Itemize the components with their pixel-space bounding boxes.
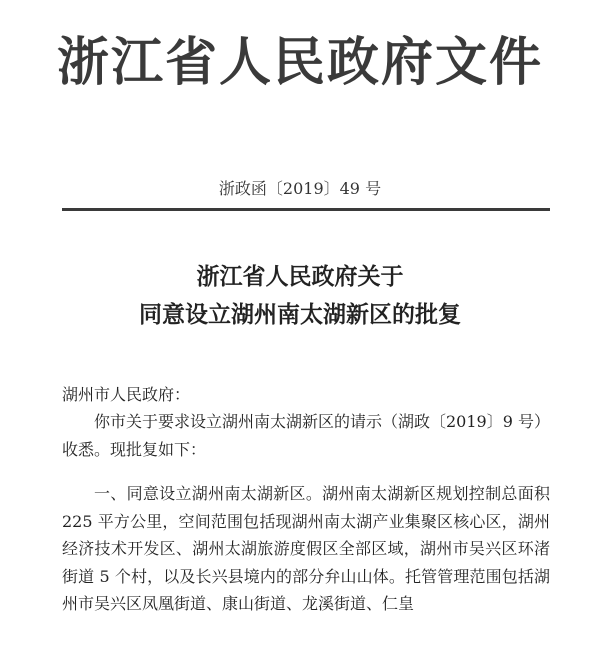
salutation: 湖州市人民政府： <box>62 385 191 404</box>
document-header-title: 浙江省人民政府文件 <box>56 33 543 93</box>
body-paragraph: 一、同意设立湖州南太湖新区。湖州南太湖新区规划控制总面积 225 平方公里，空间范围包括现湖州南太湖产业集聚区核心区，湖州经济技术开发区、湖州太湖旅游度假区全部区域，湖州市吴兴区环渚街道 5 个村，以及长兴县境内的部分弁山山体。托管管理范围包括湖州市吴兴区凤凰街道、康山街道、龙溪街道、仁皇 <box>62 484 550 613</box>
title-line-1: 浙江省人民政府关于 <box>196 264 404 290</box>
title-line-2: 同意设立湖州南太湖新区的批复 <box>139 302 461 328</box>
document-number: 浙政函〔2019〕49 号 <box>218 179 382 198</box>
header-divider <box>62 208 550 211</box>
body-paragraph: 你市关于要求设立湖州南太湖新区的请示（湖政〔2019〕9 号）收悉。现批复如下： <box>62 412 550 459</box>
document-title <box>0 258 600 334</box>
